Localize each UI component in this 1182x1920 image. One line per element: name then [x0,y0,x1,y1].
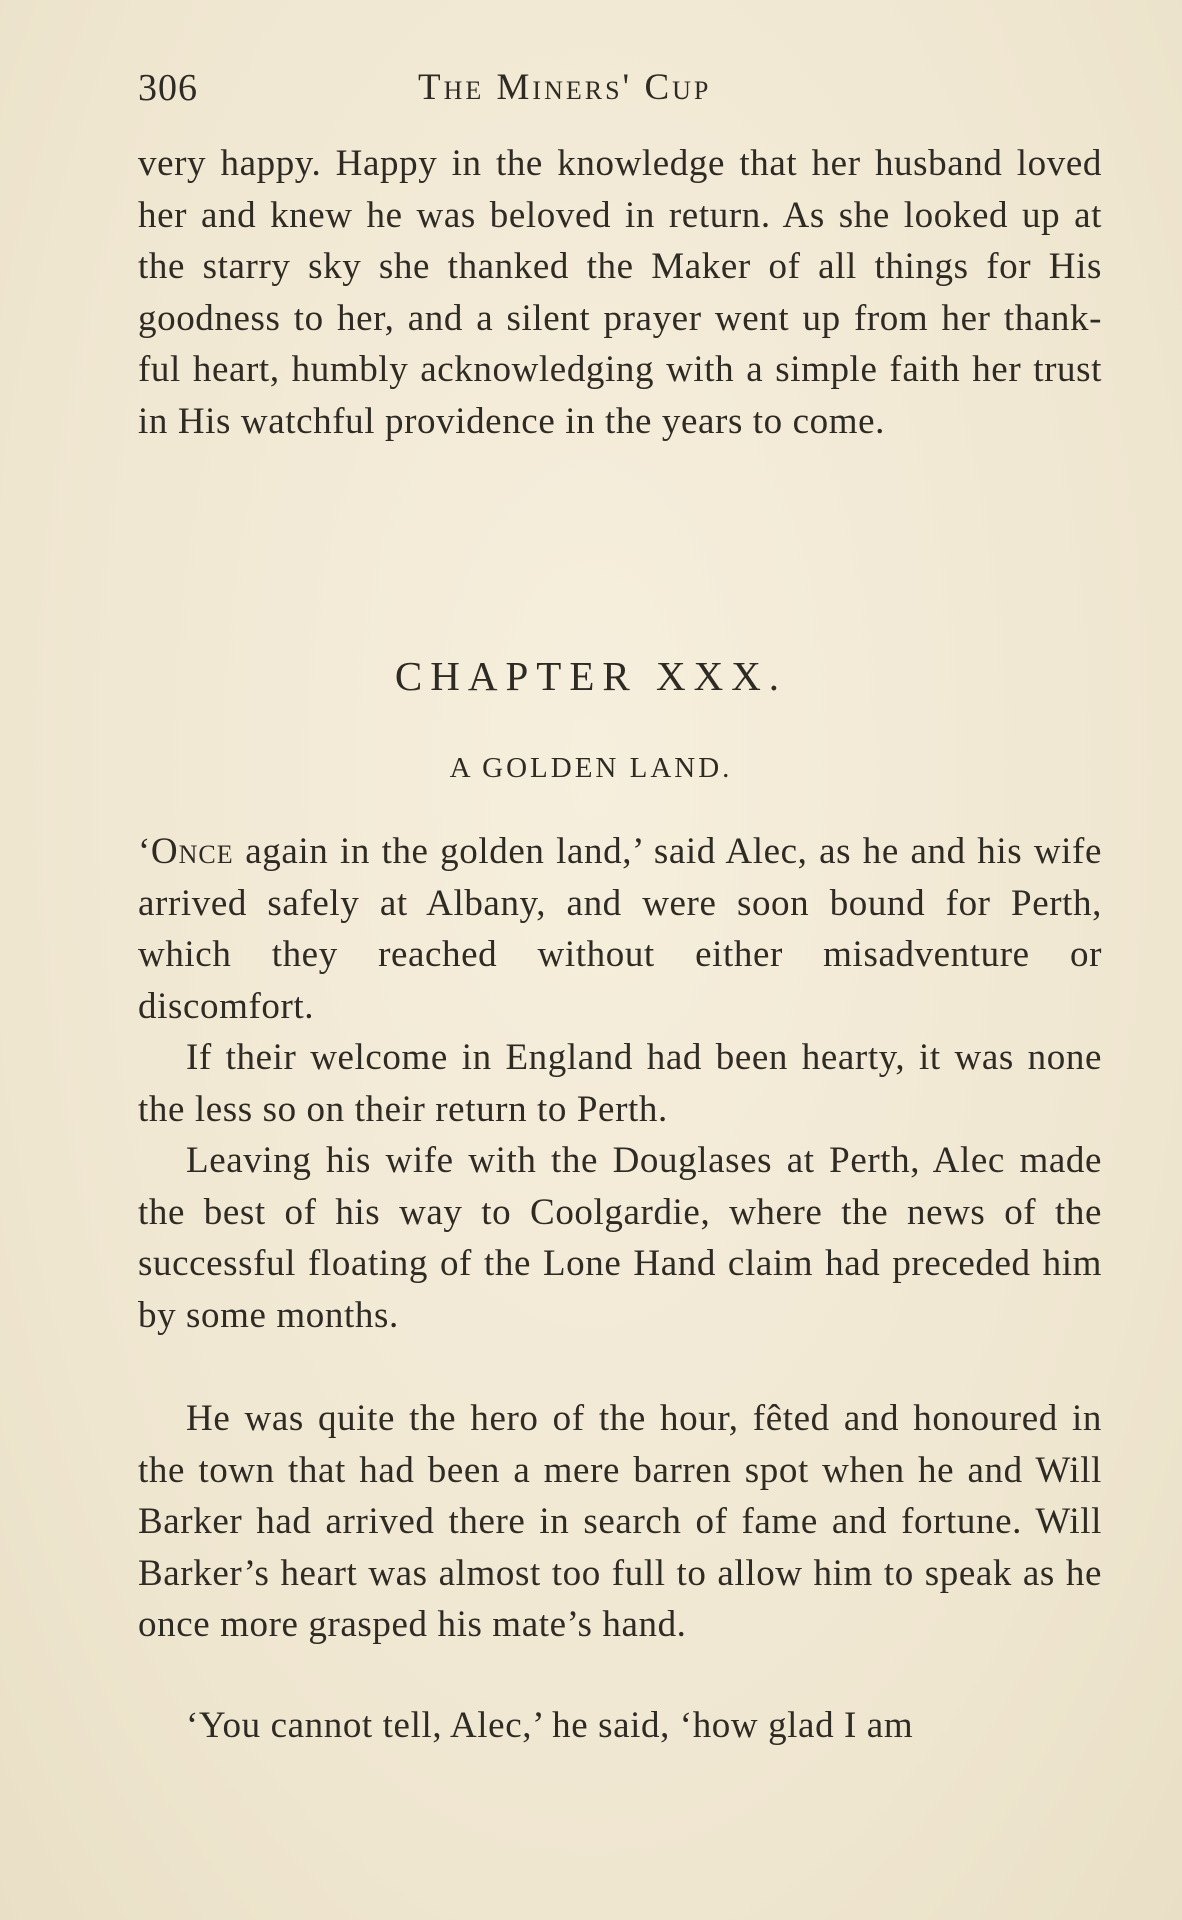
opening-quote: ‘ [138,831,151,872]
page-number: 306 [138,67,198,109]
opening-rest: again in the golden land,’ said Alec, as he and his wife arrived safely at Albany, and were soon bound for Perth, which they reached without either misadventure or discomfort. [138,831,1102,1027]
opening-word: Once [150,831,234,872]
paragraph-opening [138,826,1102,1032]
running-head [138,66,1018,110]
paragraph-welcome: If their welcome in England had been hearty, it was none the less so on their return to Perth. [138,1037,1102,1130]
paragraph-closing: very happy. Happy in the knowledge that her husband loved her and knew he was beloved in return. As she looked up at the starry sky she thanked the Maker of all things for His goodness to her, and a silent prayer went up from her thank-ful heart, humbly acknowledging with a simple faith her trust in His watchful providence in the years to come. [138,143,1102,442]
chapter-title: CHAPTER XXX. [394,653,788,699]
paragraph-hero: He was quite the hero of the hour, fêted and honoured in the town that had been a mere barren spot when he and Will Barker had arrived there in search of fame and fortune. Will Barker’s heart was almost too full to allow him to speak as he once more grasped his mate’s hand. [138,1398,1102,1646]
chapter-subtitle: A GOLDEN LAND. [449,752,733,784]
paragraph-coolgardie: Leaving his wife with the Douglases at Perth, Alec made the best of his way to Coolgardie, where the news of the successful floating of the Lone Hand claim had preceded him by some months. [138,1140,1102,1336]
paragraph-dialogue: ‘You cannot tell, Alec,’ he said, ‘how glad I am [186,1705,914,1746]
running-title: The Miners' Cup [418,67,712,108]
